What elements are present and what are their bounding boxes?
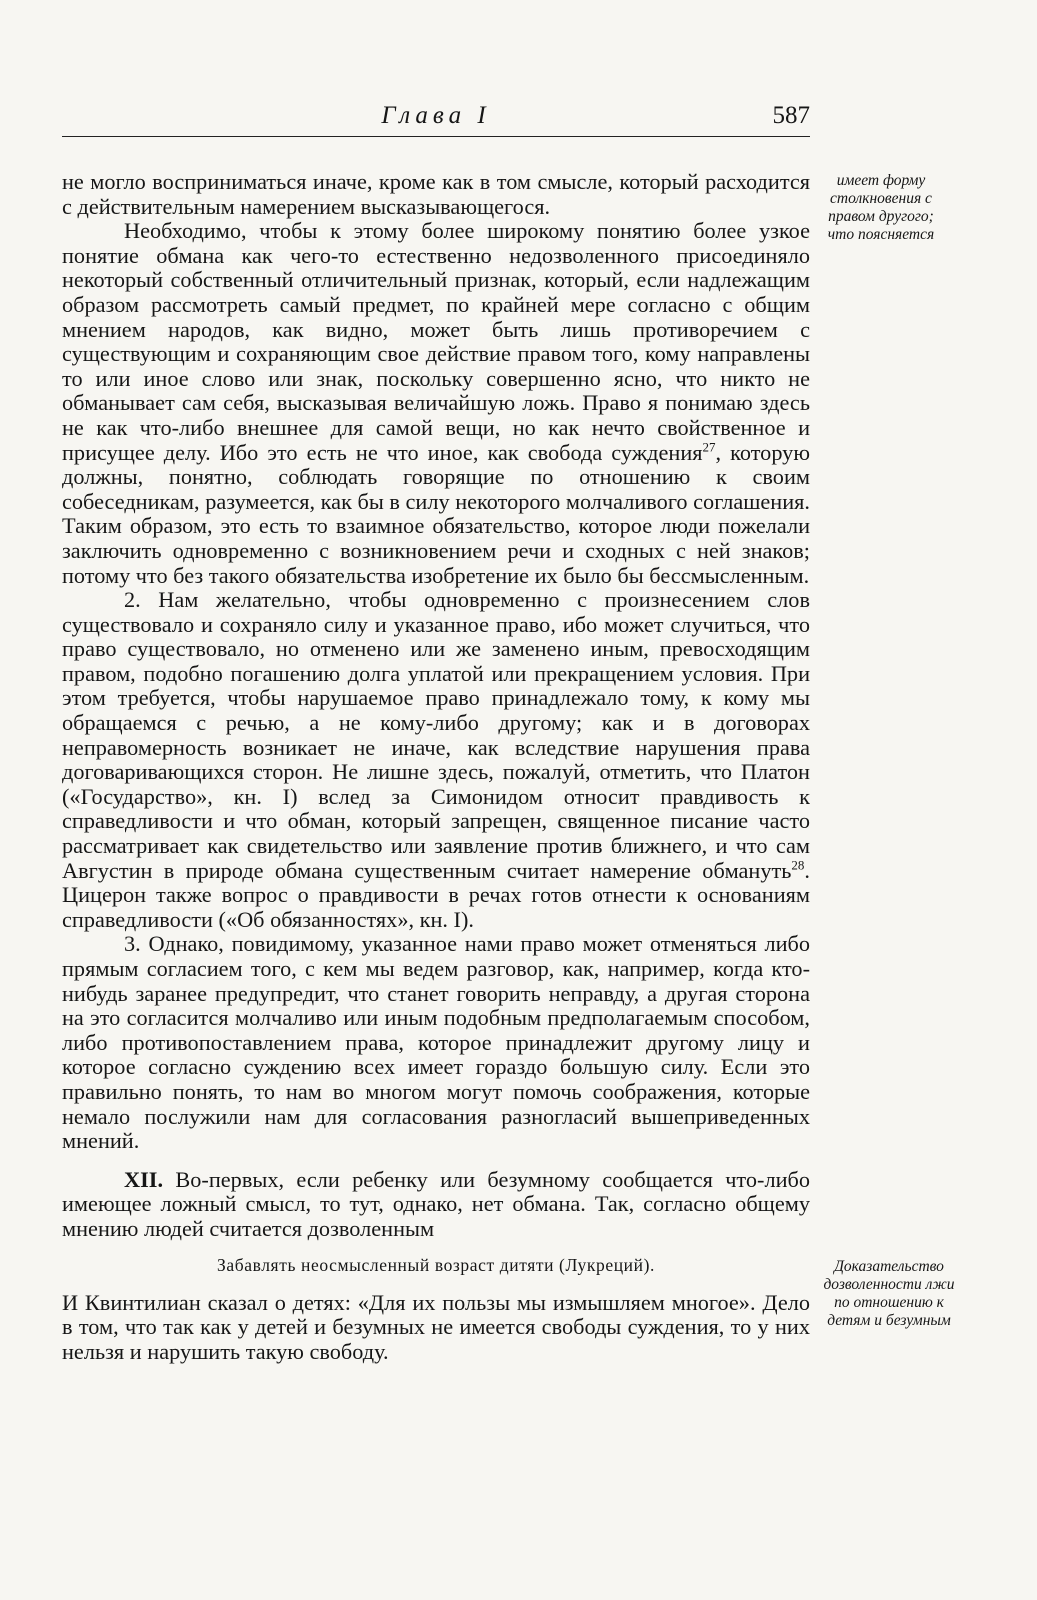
running-header — [62, 96, 810, 137]
main-text — [62, 170, 810, 1364]
paragraph-1: не могло восприниматься иначе, кроме как в том смысле, который расходится с действительным намерением высказывающегося. — [62, 169, 810, 219]
footnote-ref-28: 28 — [791, 857, 805, 873]
paragraph-3-text: 2. Нам желательно, чтобы одновременно с произнесением слов существовало и сохраняло силу и указанное право, ибо может случиться, что право существовало, но отменено или же заменено иным, превосходящим правом, подобно погашению долга уплатой или прекращением условия. При этом требуется, чтобы нарушаемое право принадлежало тому, к кому мы обращаемся с речью, а не кому-либо другому; как и в договорах неправомерность возникает не иначе, как вследствие нарушения права договаривающихся сторон. Не лишне здесь, пожалуй, отметить, что Платон («Государство», кн. I) вслед за Симонидом относит правдивость к справедливости и что обман, который запрещен, священное писание часто рассматривает как свидетельство или заявление против ближнего, и что сам Августин в природе обмана существенным считает намерение обмануть — [62, 587, 810, 883]
paragraph-4: 3. Однако, повидимому, указанное нами право может отменяться либо прямым согласием того, с кем мы ведем разговор, как, например, когда кто-нибудь заранее предупредит, что станет говорить неправду, а другая сторона на это согласится молчаливо или иным подобным предполагаемым способом, либо противопоставлением права, которое принадлежит другому лицу и которое согласно суждению всех имеет гораздо большую силу. Если это правильно понять, то нам во многом могут помочь соображения, которые немало послужили нам для согласования разногласий вышеприведенных мнений. — [62, 931, 810, 1154]
paragraph-3-tail: . Цицерон также вопрос о правдивости в речах готов отнести к основаниям справедливости («Об обязанностях», кн. I). — [62, 857, 810, 932]
paragraph-2-tail: , которую должны, понятно, соблюдать говорящие по отношению к своим собеседникам, разумеется, как бы в силу некоторого молчаливого соглашения. Таким образом, это есть то взаимное обязательство, которое люди пожелали заключить одновременно с возникновением речи и сходных с ней знаков; потому что без такого обязательства изобретение их было бы бессмысленным. — [62, 439, 810, 588]
page-number: 587 — [772, 102, 810, 129]
margin-note-1: имеет форму столкновения с правом другого; что поясняется — [827, 172, 935, 243]
section-number: XII. — [124, 1166, 164, 1192]
quote-line: Забавлять неосмысленный возраст дитяти (Лукреций). — [216, 1254, 655, 1275]
margin-note-2: Доказательство дозволенности лжи по отношению к детям и безумным — [823, 1258, 955, 1329]
paragraph-5-text: Во-первых, если ребенку или безумному сообщается что-либо имеющее ложный смысл, то тут, однако, нет обмана. Так, согласно общему мнению людей считается дозволенным — [62, 1166, 811, 1241]
paragraph-5 — [62, 1168, 810, 1242]
footnote-ref-27: 27 — [702, 439, 716, 455]
paragraph-3 — [62, 588, 810, 932]
paragraph-2 — [62, 219, 810, 588]
paragraph-2-text: Необходимо, чтобы к этому более широкому понятию более узкое понятие обмана как чего-то естественно недозволенного присоединяло некоторый собственный отличительный признак, который, если надлежащим образом рассмотреть самый предмет, по крайней мере согласно с общим мнением народов, как видно, может быть лишь противоречием с существующим и сохраняющим свое действие правом того, кому направлены то или иное слово или знак, поскольку совершенно ясно, что никто не обманывает сам себя, высказывая величайшую ложь. Право я понимаю здесь не как что-либо внешнее для самой вещи, но как нечто свойственное и присущее делу. Ибо это есть не что иное, как свобода суждения — [62, 218, 810, 465]
paragraph-6: И Квинтилиан сказал о детях: «Для их пользы мы измышляем многое». Дело в том, что так как у детей и безумных не имеется свободы суждения, то у них нельзя и нарушить такую свободу. — [62, 1289, 810, 1364]
chapter-title: Глава I — [381, 102, 491, 129]
